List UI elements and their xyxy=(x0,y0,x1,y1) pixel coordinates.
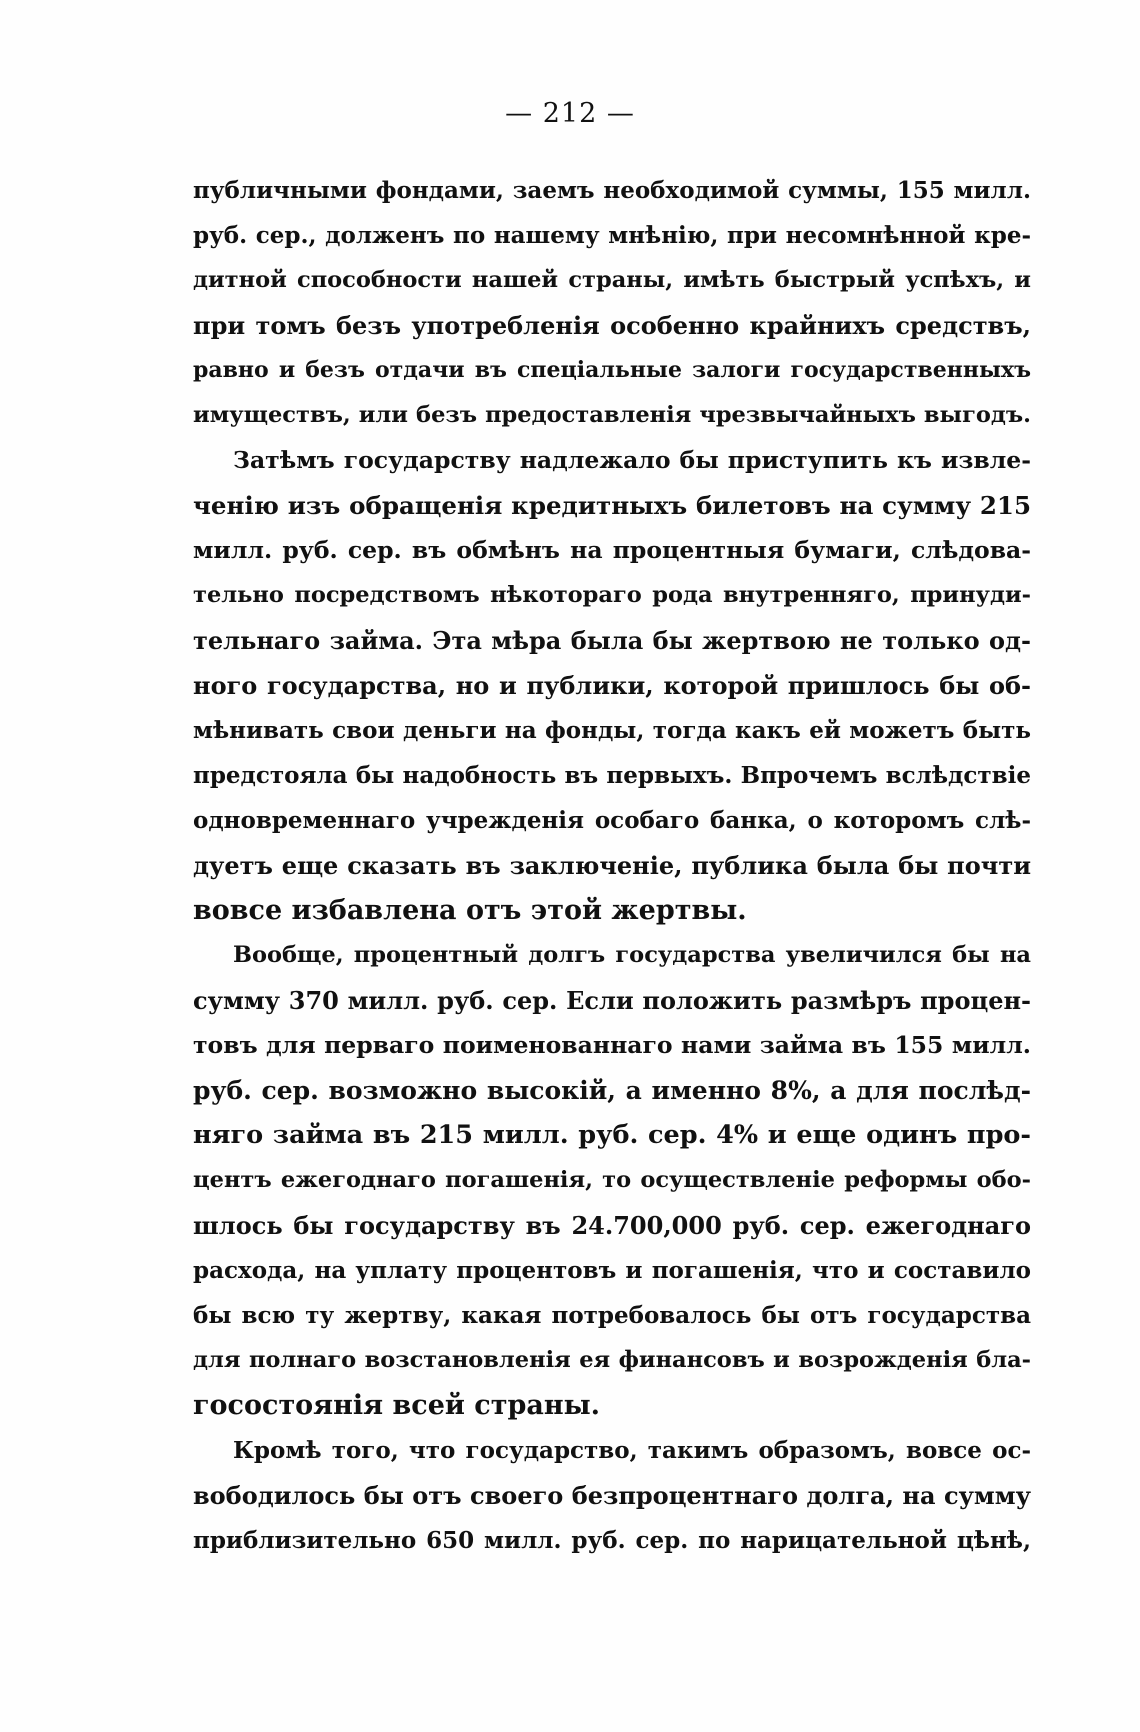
text-line: руб. сер. возможно высокій, а именно 8%, а для послѣд- xyxy=(193,1076,1031,1105)
text-line: равно и безъ отдачи въ спеціальные залоги государственныхъ xyxy=(193,357,1031,383)
text-line: тельнаго займа. Эта мѣра была бы жертвою не только од- xyxy=(193,626,1031,655)
text-line: имуществъ, или безъ предоставленія чрезвычайныхъ выгодъ. xyxy=(193,402,1031,428)
text-line: вовсе избавлена отъ этой жертвы. xyxy=(193,895,747,926)
text-line: тельно посредствомъ нѣкотораго рода внутренняго, принуди- xyxy=(193,582,1031,608)
text-line: госостоянія всей страны. xyxy=(193,1390,601,1421)
text-line: для полнаго возстановленія ея финансовъ и возрожденія бла- xyxy=(193,1347,1031,1373)
text-line: дуетъ еще сказать въ заключеніе, публика была бы почти xyxy=(193,851,1031,880)
text-line: шлось бы государству въ 24.700,000 руб. сер. ежегоднаго xyxy=(193,1211,1031,1240)
body-text xyxy=(193,168,1031,1563)
text-line: вободилось бы отъ своего безпроцентнаго долга, на сумму xyxy=(193,1481,1031,1510)
text-line: Кромѣ того, что государство, такимъ образомъ, вовсе ос- xyxy=(233,1437,1031,1464)
text-line: бы всю ту жертву, какая потребовалось бы отъ государства xyxy=(193,1302,1031,1329)
text-line: одновременнаго учрежденія особаго банка, о которомъ слѣ- xyxy=(193,807,1031,834)
text-line: ного государства, но и публики, которой пришлось бы об- xyxy=(193,671,1031,700)
text-line: центъ ежегоднаго погашенія, то осуществленіе реформы обо- xyxy=(193,1167,1031,1193)
text-line: Затѣмъ государству надлежало бы приступить къ извле- xyxy=(233,446,1031,474)
text-line: приблизительно 650 милл. руб. сер. по нарицательной цѣнѣ, xyxy=(193,1527,1031,1554)
text-line: ченію изъ обращенія кредитныхъ билетовъ на сумму 215 xyxy=(193,491,1031,520)
text-line: при томъ безъ употребленія особенно крайнихъ средствъ, xyxy=(193,311,1031,340)
text-line: милл. руб. сер. въ обмѣнъ на процентныя бумаги, слѣдова- xyxy=(193,536,1031,564)
text-line: предстояла бы надобность въ первыхъ. Впрочемъ вслѣдствіе xyxy=(193,762,1031,789)
text-line: публичными фондами, заемъ необходимой суммы, 155 милл. xyxy=(193,177,1031,204)
text-line: руб. сер., долженъ по нашему мнѣнію, при несомнѣнной кре- xyxy=(193,222,1031,249)
text-line: няго займа въ 215 милл. руб. сер. 4% и еще одинъ про- xyxy=(193,1120,1031,1150)
text-line: дитной способности нашей страны, имѣть быстрый успѣхъ, и xyxy=(193,267,1031,293)
text-line: сумму 370 милл. руб. сер. Если положить размѣръ процен- xyxy=(193,986,1031,1015)
text-line: расхода, на уплату процентовъ и погашенія, что и составило xyxy=(193,1257,1031,1284)
text-line: товъ для перваго поименованнаго нами займа въ 155 милл. xyxy=(193,1031,1031,1059)
page-number: — 212 — xyxy=(505,98,635,129)
text-line: Вообще, процентный долгъ государства увеличился бы на xyxy=(233,942,1031,968)
text-line: мѣнивать свои деньги на фонды, тогда какъ ей можетъ быть xyxy=(193,717,1031,744)
